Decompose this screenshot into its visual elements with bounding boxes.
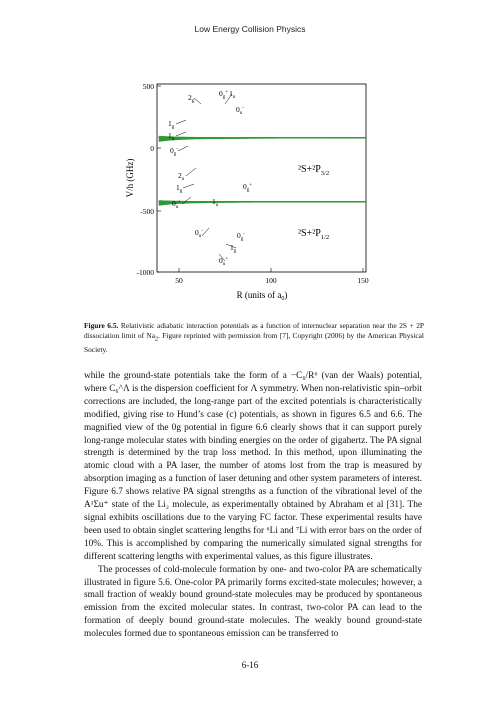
asymptote-label-upper: $^2S+^2P_{3/2}$ xyxy=(298,164,330,177)
svg-text:1g: $1_g$ xyxy=(176,183,183,194)
svg-text:0g-: $0_g^-$ xyxy=(237,231,245,242)
x-tick-label: 50 xyxy=(175,276,183,285)
svg-text:2g: $2_g$ xyxy=(188,93,195,104)
y-axis-label: V/h (GHz) xyxy=(125,158,135,198)
svg-text:0u+: $0_u^+$ xyxy=(219,256,229,267)
y-tick-label: 500 xyxy=(142,82,154,91)
plot-frame xyxy=(157,84,366,272)
svg-text:0u-: $0_u^-$ xyxy=(195,228,203,239)
caption-text: Relativistic adiabatic interaction potentials as a function of internuclear separation near the 2S + 2P dissociation limit of Na xyxy=(84,321,425,341)
svg-text:0u+: $0_u^+$ xyxy=(172,199,182,210)
x-axis-label: R (units of $a_0$) xyxy=(236,290,288,302)
svg-text:1g: $1_g$ xyxy=(230,243,237,254)
svg-text:1u: $1_u$ xyxy=(212,197,219,208)
svg-text:0g-: $0_g^-$ xyxy=(170,146,178,157)
x-tick-label: 100 xyxy=(265,276,277,285)
caption-text-2: . Figure reprinted with permission from [7], Copyright (2006) by the American Physical Society. xyxy=(84,331,424,355)
body-text xyxy=(84,370,422,641)
y-tick-label: -500 xyxy=(140,207,154,216)
svg-text:1u: $1_u$ xyxy=(168,131,175,142)
x-tick-label: 150 xyxy=(357,276,369,285)
running-header: Low Energy Collision Physics xyxy=(194,24,306,34)
asymptote-label-lower: $^2S+^2P_{1/2}$ xyxy=(298,228,330,241)
page-number: 6-16 xyxy=(241,660,259,670)
caption-subscript: 2 xyxy=(155,336,159,343)
svg-text:1g: $1_g$ xyxy=(168,119,175,130)
y-tick-label: 0 xyxy=(150,144,154,153)
y-tick-label: -1000 xyxy=(136,268,154,277)
figure-caption xyxy=(84,321,424,356)
svg-text:0g+: $0_g^+$ xyxy=(243,182,253,193)
caption-label: Figure 6.5. xyxy=(84,321,119,330)
body-paragraph: while the ground-state potentials take the form of a −C₆/R⁶ (van der Waals) potential, where C₆^Λ is the dispersion coefficient for Λ symmetry. When non-relativistic spin–orbit corrections are included, the long-range part of the excited potentials is characteristically modified, giving rise to Hund’s case (c) potentials, as shown in figures 6.5 and 6.6. The magnified view of the 0g potential in figure 6.6 clearly shows that it can support purely long-range molecular states with binding energies on the order of gigahertz. The PA signal strength is determined by the trap loss method. In this method, upon illuminating the atomic cloud with a PA laser, the number of atoms lost from the trap is measured by absorption imaging as a function of laser detuning and other system parameters of interest. Figure 6.7 shows relative PA signal strengths as a function of the vibrational level of the A¹Σu⁺ state of the Li₂ molecule, as experimentally obtained by Abraham et al [31]. The signal exhibits oscillations due to the varying FC factor. These experimental results have been used to obtain singlet scattering lengths for ⁶Li and ⁷Li with error bars on the order of 10%. This is accomplished by comparing the numerically simulated signal strengths for different scattering lengths with experimental values, as this figure illustrates. xyxy=(84,371,422,562)
svg-text:2u: $2_u$ xyxy=(178,171,185,182)
body-paragraph: The processes of cold-molecule formation by one- and two-color PA are schematically illustrated in figure 5.6. One-color PA primarily forms excited-state molecules; however, a small fraction of weakly bound ground-state molecules may be produced by spontaneous emission from the excited molecular states. In contrast, two-color PA can lead to the formation of deeply bound ground-state molecules. The weakly bound ground-state molecules formed due to spontaneous emission can be transferred to xyxy=(84,564,422,640)
potential-curves-figure xyxy=(0,0,500,340)
svg-text:0g+1u: $0_g^+1_u$ xyxy=(219,89,236,100)
svg-text:0u-: $0_u^-$ xyxy=(236,105,244,116)
